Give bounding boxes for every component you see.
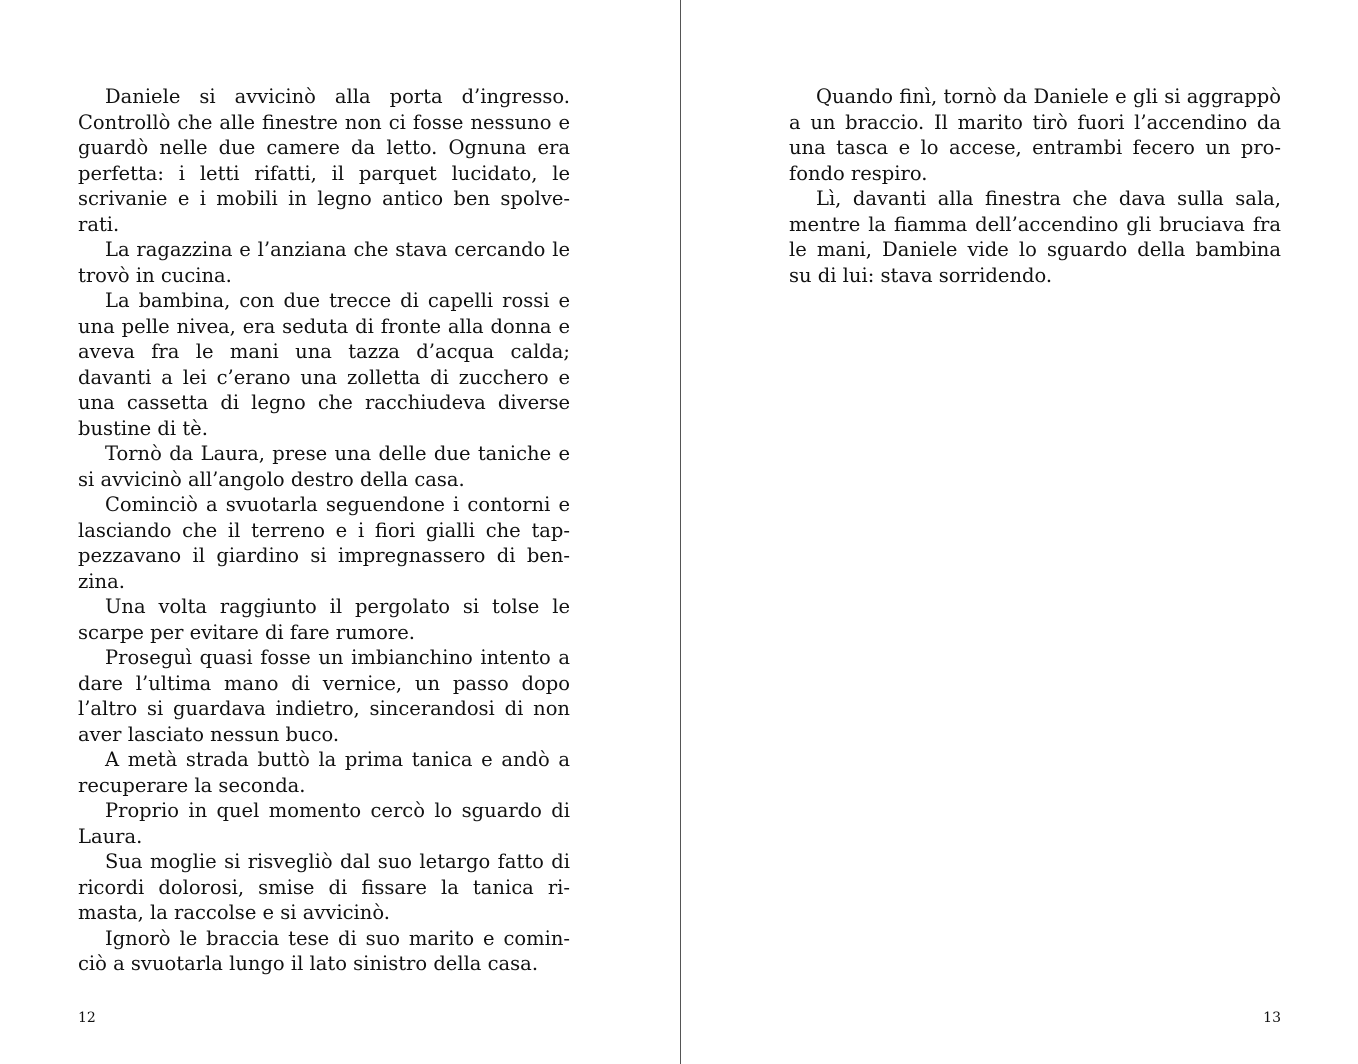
paragraph: A metà strada buttò la prima tanica e andò a recuperare la seconda.: [78, 748, 570, 797]
paragraph: Daniele si avvicinò alla porta d’ingresso. Controllò che alle finestre non ci fosse nessuno e guardò nelle due camere da letto. Ognuna era perfetta: i letti rifatti, il parquet lucidato, le scrivanie e i mobili in legno antico ben spolverati.: [78, 85, 570, 236]
paragraph: Lì, davanti alla finestra che dava sulla sala, mentre la fiamma dell’accendino gli bruciava fra le mani, Daniele vide lo sguardo della bambina su di lui: stava sorridendo.: [789, 187, 1281, 287]
paragraph: Una volta raggiunto il pergolato si tolse le scarpe per evitare di fare rumore.: [78, 595, 570, 644]
paragraph: Proprio in quel momento cercò lo sguardo di Laura.: [78, 799, 570, 848]
paragraph: Tornò da Laura, prese una delle due taniche e si avvicinò all’angolo destro della casa.: [78, 442, 570, 491]
paragraph: Quando finì, tornò da Daniele e gli si aggrappò a un braccio. Il marito tirò fuori l’accendino da una tasca e lo accese, entrambi fecero un profondo respiro.: [789, 85, 1281, 185]
paragraph: La bambina, con due trecce di capelli rossi e una pelle nivea, era seduta di fronte alla donna e aveva fra le mani una tazza d’acqua calda; davanti a lei c’erano una zolletta di zucchero e una cassetta di legno che racchiudeva diverse bustine di tè.: [78, 289, 570, 440]
paragraph: Cominciò a svuotarla seguendone i contorni e lasciando che il terreno e i fiori gialli che tappezzavano il giardino si impregnassero di benzina.: [78, 493, 570, 593]
page-number-right: 13: [1263, 1010, 1281, 1026]
paragraph: Ignorò le braccia tese di suo marito e cominciò a svuotarla lungo il lato sinistro della casa.: [78, 926, 570, 975]
left-page-body: [78, 84, 570, 977]
page-number-left: 12: [78, 1010, 96, 1026]
paragraph: Proseguì quasi fosse un imbianchino intento a dare l’ultima mano di vernice, un passo dopo l’altro si guardava indietro, sincerandosi di non aver lasciato nessun buco.: [78, 646, 570, 746]
paragraph: La ragazzina e l’anziana che stava cercando le trovò in cucina.: [78, 238, 570, 287]
paragraph: Sua moglie si risvegliò dal suo letargo fatto di ricordi dolorosi, smise di fissare la tanica rimasta, la raccolse e si avvicinò.: [78, 850, 570, 924]
right-page-body: [789, 84, 1281, 288]
right-page: [681, 0, 1358, 1064]
